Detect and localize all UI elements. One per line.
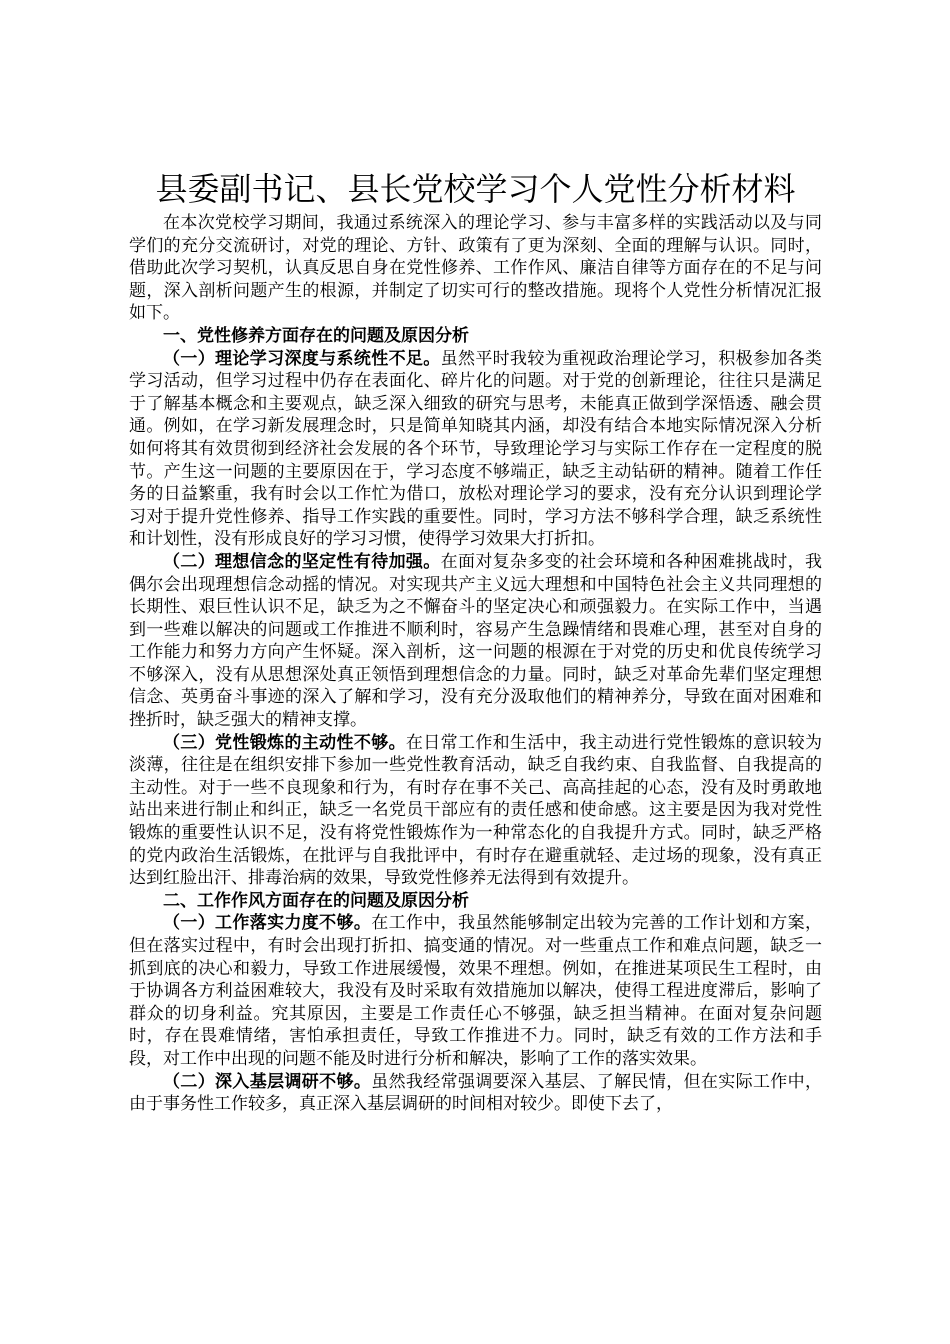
section-2-paragraph-1-body: 在工作中，我虽然能够制定出较为完善的工作计划和方案，但在落实过程中，有时会出现打折扣、搞变通的情况。对一些重点工作和难点问题，缺乏一抓到底的决心和毅力，导致工作进展缓慢，效果不理想。例如，在推进某项民生工程时，由于协调各方利益困难较大，我没有及时采取有效措施加以解决，使得工程进度滞后，影响了群众的切身利益。究其原因，主要是工作责任心不够强，缺乏担当精神。在面对复杂问题时，存在畏难情绪，害怕承担责任，导致工作推进不力。同时，缺乏有效的工作方法和手段，对工作中出现的问题不能及时进行分析和解决，影响了工作的落实效果。: [129, 913, 823, 1069]
section-1-paragraph-3-body: 在日常工作和生活中，我主动进行党性锻炼的意识较为淡薄，往往是在组织安排下参加一些党性教育活动，缺乏自我约束、自我监督、自我提高的主动性。对于一些不良现象和行为，有时存在事不关己、高高挂起的心态，没有及时勇敢地站出来进行制止和纠正，缺乏一名党员干部应有的责任感和使命感。这主要是因为我对党性锻炼的重要性认识不足，没有将党性锻炼作为一种常态化的自我提升方式。同时，缺乏严格的党内政治生活锻炼，在批评与自我批评中，有时存在避重就轻、走过场的现象，没有真正达到红脸出汗、排毒治病的效果，导致党性修养无法得到有效提升。: [129, 732, 823, 889]
section-2-paragraph-2: [129, 1071, 822, 1116]
section-1-heading: 一、党性修养方面存在的问题及原因分析: [163, 325, 469, 346]
section-1-paragraph-2-body: 在面对复杂多变的社会环境和各种困难挑战时，我偶尔会出现理想信念动摇的情况。对实现共产主义远大理想和中国特色社会主义共同理想的长期性、艰巨性认识不足，缺乏为之不懈奋斗的坚定决心和顽强毅力。在实际工作中，当遇到一些难以解决的问题或工作推进不顺利时，容易产生急躁情绪和畏难心理，甚至对自身的工作能力和努力方向产生怀疑。深入剖析，这一问题的根源在于对党的历史和优良传统学习不够深入，没有从思想深处真正领悟到理想信念的力量。同时，缺乏对革命先辈们坚定理想信念、英勇奋斗事迹的深入了解和学习，没有充分汲取他们的精神养分，导致在面对困难和挫折时，缺乏强大的精神支撑。: [129, 551, 823, 731]
section-1-paragraph-1: [129, 348, 822, 551]
section-2-heading: 二、工作作风方面存在的问题及原因分析: [163, 890, 469, 911]
section-1-paragraph-1-lead: （一）理论学习深度与系统性不足。: [163, 348, 441, 369]
section-2-paragraph-2-lead: （二）深入基层调研不够。: [163, 1071, 372, 1092]
section-1-paragraph-2: [129, 551, 822, 732]
intro-paragraph: 在本次党校学习期间，我通过系统深入的理论学习、参与丰富多样的实践活动以及与同学们的充分交流研讨，对党的理论、方针、政策有了更为深刻、全面的理解与认识。同时，借助此次学习契机，认真反思自身在党性修养、工作作风、廉洁自律等方面存在的不足与问题，深入剖析问题产生的根源，并制定了切实可行的整改措施。现将个人党性分析情况汇报如下。: [129, 213, 822, 324]
document-page: [129, 168, 822, 1116]
section-1-paragraph-2-lead: （二）理想信念的坚定性有待加强。: [163, 551, 441, 572]
section-1-paragraph-3-lead: （三）党性锻炼的主动性不够。: [163, 732, 406, 753]
section-2-paragraph-1: [129, 912, 822, 1070]
section-2-paragraph-2-body: 虽然我经常强调要深入基层、了解民情，但在实际工作中，由于事务性工作较多，真正深入基层调研的时间相对较少。即使下去了，: [129, 1071, 823, 1115]
section-2-paragraph-1-lead: （一）工作落实力度不够。: [163, 913, 372, 934]
document-title: 县委副书记、县长党校学习个人党性分析材料: [155, 170, 796, 208]
section-1-paragraph-3: [129, 732, 822, 890]
section-1-paragraph-1-body: 虽然平时我较为重视政治理论学习，积极参加各类学习活动，但学习过程中仍存在表面化、碎片化的问题。对于党的创新理论，往往只是满足于了解基本概念和主要观点，缺乏深入细致的研究与思考，未能真正做到学深悟透、融会贯通。例如，在学习新发展理念时，只是简单知晓其内涵，却没有结合本地实际情况深入分析如何将其有效贯彻到经济社会发展的各个环节，导致理论学习与实际工作存在一定程度的脱节。产生这一问题的主要原因在于，学习态度不够端正，缺乏主动钻研的精神。随着工作任务的日益繁重，我有时会以工作忙为借口，放松对理论学习的要求，没有充分认识到理论学习对于提升党性修养、指导工作实践的重要性。同时，学习方法不够科学合理，缺乏系统性和计划性，没有形成良好的学习习惯，使得学习效果大打折扣。: [129, 348, 823, 550]
